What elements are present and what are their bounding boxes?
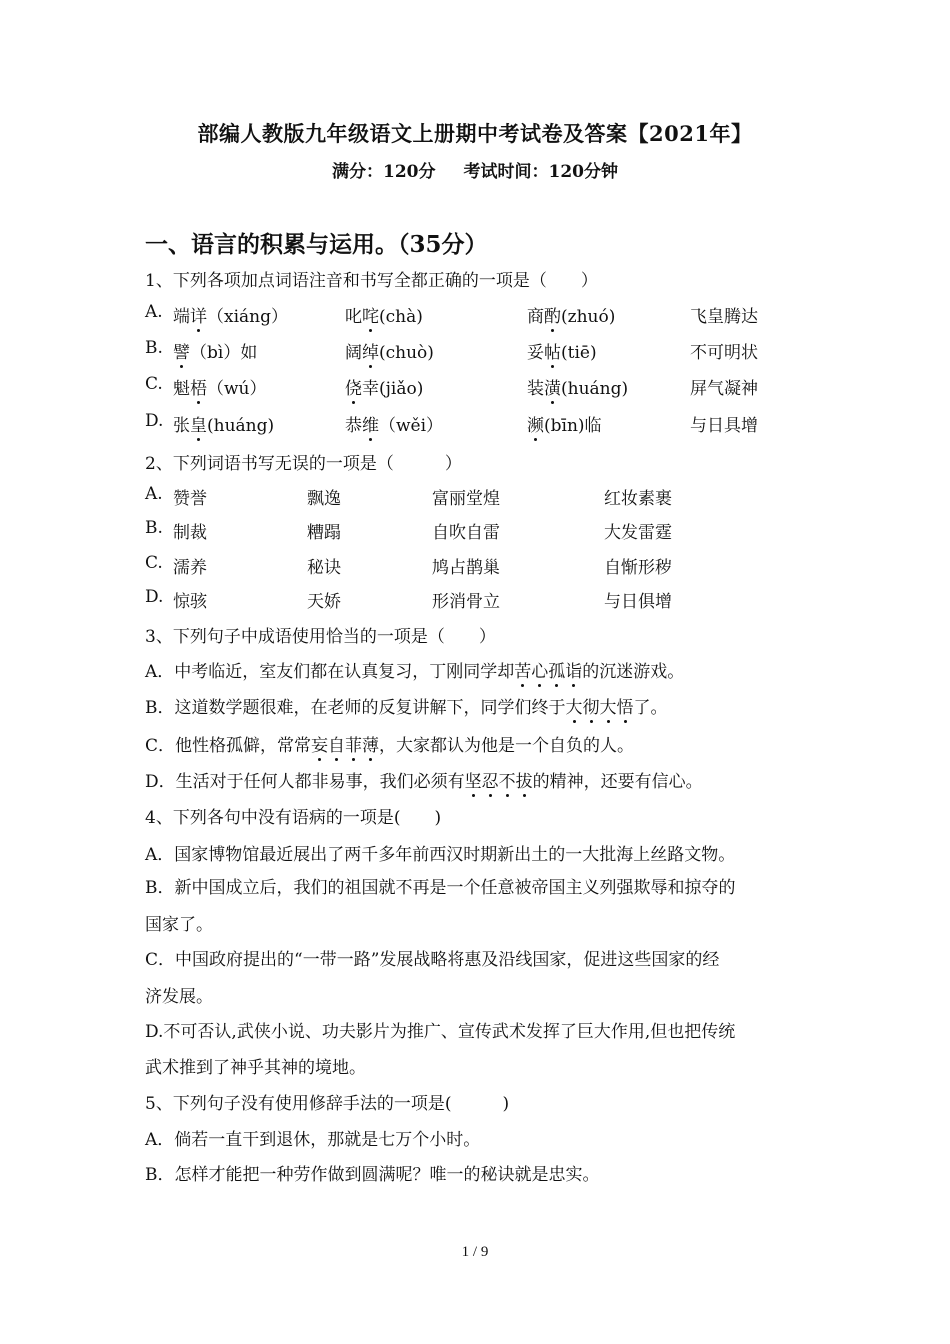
section-heading: 一、语言的积累与运用。（35分） xyxy=(145,231,488,258)
option-word-2: 恭维（wěi） xyxy=(345,411,443,436)
question-1-stem: 1、下列各项加点词语注音和书写全都正确的一项是（ ） xyxy=(145,271,598,291)
q4-option-c-line2: 济发展。 xyxy=(145,987,213,1007)
option-word-3: 妥帖(tiē) xyxy=(527,338,597,363)
option-word-3: 自吹自雷 xyxy=(432,523,500,543)
option-label: A. xyxy=(145,484,163,504)
option-word-1: 濡养 xyxy=(173,558,207,578)
option-word-1: 譬（bì）如 xyxy=(173,338,257,363)
option-word-3: 商酌(zhuó) xyxy=(527,302,615,327)
option-word-2: 糟蹋 xyxy=(307,523,341,543)
question-5-stem: 5、下列句子没有使用修辞手法的一项是( ) xyxy=(145,1094,510,1114)
option-word-3: 装潢(huáng) xyxy=(527,374,628,399)
option-word-1: 赞誉 xyxy=(173,489,207,509)
q4-option-b-line1: B．新中国成立后，我们的祖国就不再是一个任意被帝国主义列强欺辱和掠夺的 xyxy=(145,878,736,898)
option-word-1: 端详（xiáng） xyxy=(173,302,288,327)
option-word-1: 制裁 xyxy=(173,523,207,543)
option-label: C. xyxy=(145,374,163,394)
option-word-2: 阔绰(chuò) xyxy=(345,338,434,363)
q4-option-c-line1: C．中国政府提出的“一带一路”发展战略将惠及沿线国家，促进这些国家的经 xyxy=(145,950,720,970)
question-3-stem: 3、下列句子中成语使用恰当的一项是（ ） xyxy=(145,627,496,647)
question-2-stem: 2、下列词语书写无误的一项是（ ） xyxy=(145,454,462,474)
option-word-4: 红妆素裹 xyxy=(604,489,672,509)
option-word-3: 濒(bīn)临 xyxy=(527,411,602,436)
page-number: 1 / 9 xyxy=(461,1244,489,1260)
option-label: C. xyxy=(145,553,163,573)
q3-option-d: D．生活对于任何人都非易事，我们必须有坚忍不拔的精神，还要有信心。 xyxy=(145,767,703,792)
q4-option-d-line1: D.不可否认,武侠小说、功夫影片为推广、宣传武术发挥了巨大作用,但也把传统 xyxy=(145,1022,736,1042)
q4-option-a: A．国家博物馆最近展出了两千多年前西汉时期新出土的一大批海上丝路文物。 xyxy=(145,845,736,865)
q4-option-b-line2: 国家了。 xyxy=(145,915,213,935)
q5-option-a: A．倘若一直干到退休，那就是七万个小时。 xyxy=(145,1130,481,1150)
option-word-4: 屏气凝神 xyxy=(690,379,758,399)
exam-time: 考试时间：120分钟 xyxy=(463,162,618,182)
option-label: B. xyxy=(145,518,163,538)
exam-subtitle xyxy=(0,157,950,182)
option-word-3: 形消骨立 xyxy=(432,592,500,612)
option-word-1: 魁梧（wú） xyxy=(173,374,267,399)
exam-title: 部编人教版九年级语文上册期中考试卷及答案【2021年】 xyxy=(197,121,753,146)
option-word-4: 不可明状 xyxy=(690,343,758,363)
option-word-2: 叱咤(chà) xyxy=(345,302,423,327)
option-word-1: 惊骇 xyxy=(173,592,207,612)
option-word-1: 张皇(huáng) xyxy=(173,411,274,436)
q4-option-d-line2: 武术推到了神乎其神的境地。 xyxy=(145,1058,366,1078)
option-word-4: 大发雷霆 xyxy=(604,523,672,543)
q5-option-b: B．怎样才能把一种劳作做到圆满呢？唯一的秘诀就是忠实。 xyxy=(145,1165,600,1185)
option-word-4: 自惭形秽 xyxy=(604,558,672,578)
option-word-2: 侥幸(jiǎo) xyxy=(345,374,423,399)
option-label: D. xyxy=(145,587,164,607)
option-word-3: 富丽堂煌 xyxy=(432,489,500,509)
option-word-4: 与日俱增 xyxy=(604,592,672,612)
option-word-2: 秘诀 xyxy=(307,558,341,578)
option-word-2: 飘逸 xyxy=(307,489,341,509)
option-word-4: 与日具增 xyxy=(690,416,758,436)
option-word-2: 天娇 xyxy=(307,592,341,612)
q3-option-c: C．他性格孤僻，常常妄自菲薄，大家都认为他是一个自负的人。 xyxy=(145,731,634,756)
q3-option-b: B．这道数学题很难，在老师的反复讲解下，同学们终于大彻大悟了。 xyxy=(145,693,668,718)
option-word-3: 鸠占鹊巢 xyxy=(432,558,500,578)
question-4-stem: 4、下列各句中没有语病的一项是( ) xyxy=(145,808,442,828)
option-word-4: 飞皇腾达 xyxy=(690,307,758,327)
q3-option-a: A．中考临近，室友们都在认真复习，丁刚同学却苦心孤诣的沉迷游戏。 xyxy=(145,657,684,682)
option-label: D. xyxy=(145,411,164,431)
option-label: B. xyxy=(145,338,163,358)
full-score: 满分：120分 xyxy=(332,162,436,182)
option-label: A. xyxy=(145,302,163,322)
